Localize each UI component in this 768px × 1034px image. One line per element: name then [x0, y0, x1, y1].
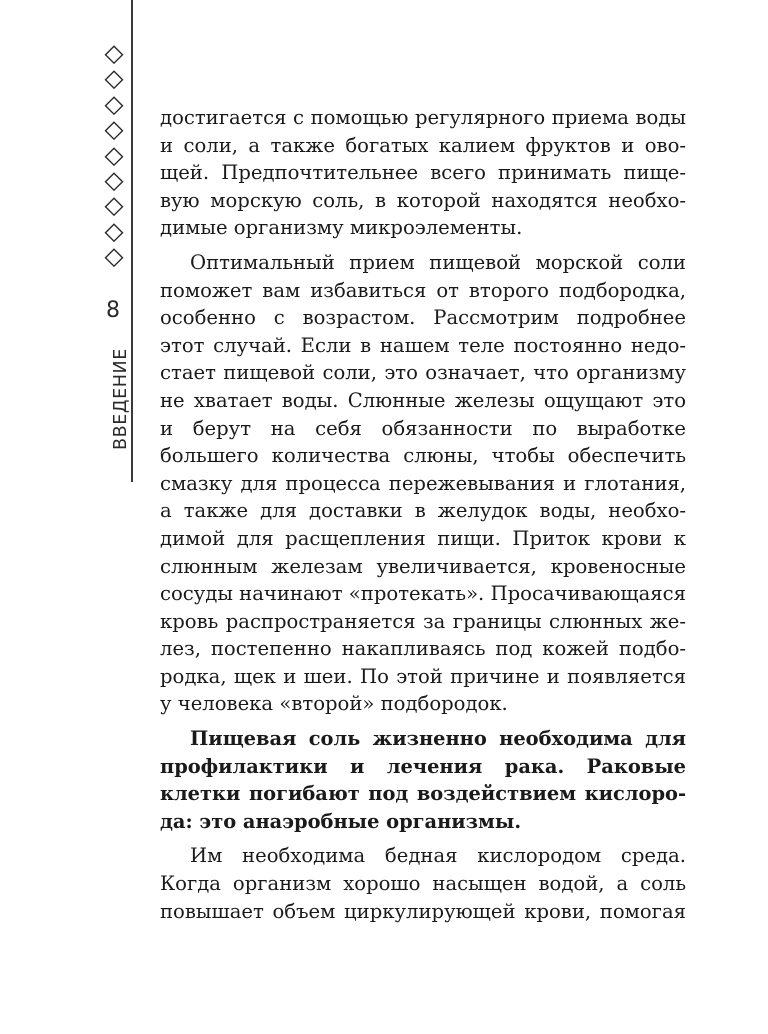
- page-number: 8: [106, 298, 120, 323]
- section-label: ВВЕДЕНИЕ: [111, 348, 131, 450]
- diamond-icon: [103, 42, 125, 67]
- diamond-icon: [103, 194, 125, 219]
- diamond-icon: [103, 245, 125, 270]
- paragraph: Им необходима бедная кислородом среда. Когда организм хорошо насыщен водой, а соль повышает объем циркулирующей крови, помогая: [160, 844, 686, 923]
- diamond-icon: [103, 144, 125, 169]
- margin-rule: [131, 0, 133, 482]
- paragraph: Оптимальный прием пищевой морской соли поможет вам избавиться от второго подбородка, особенно с возрастом. Рассмотрим подробнее этот случай. Если в нашем теле постоянно недостает пищевой соли, это означает, что организму не хватает воды. Слюнные железы ощущают это и берут на себя обязанности по выработке большего количества слюны, чтобы обеспечить смазку для процесса пережевывания и глотания, а также для доставки в желудок воды, необходимой для расщепления пищи. Приток крови к слюнным железам увеличивается, кровеносные сосуды начинают «протекать». Просачивающаяся кровь распространяется за границы слюнных желез, постепенно накапливаясь под кожей подбородка, щек и шеи. По этой причине и появляется у человека «второй» подбородок.: [160, 250, 686, 716]
- diamond-icon: [103, 220, 125, 245]
- body-text: [160, 104, 686, 932]
- paragraph-continuation: достигается с помощью регулярного приема воды и соли, а также богатых калием фруктов и овощей. Предпочтительнее всего принимать пищевую морскую соль, в которой находятся необходимые организму микроэлементы.: [160, 106, 686, 240]
- diamond-icon: [103, 93, 125, 118]
- diamond-icon: [103, 169, 125, 194]
- diamond-icon: [103, 118, 125, 143]
- diamond-icon: [103, 67, 125, 92]
- paragraph-bold-highlight: Пищевая соль жизненно необходима для профилактики и лечения рака. Раковые клетки погибают под воздействием кислорода: это анаэробные организмы.: [160, 727, 686, 833]
- diamond-ornament-column: [103, 42, 125, 271]
